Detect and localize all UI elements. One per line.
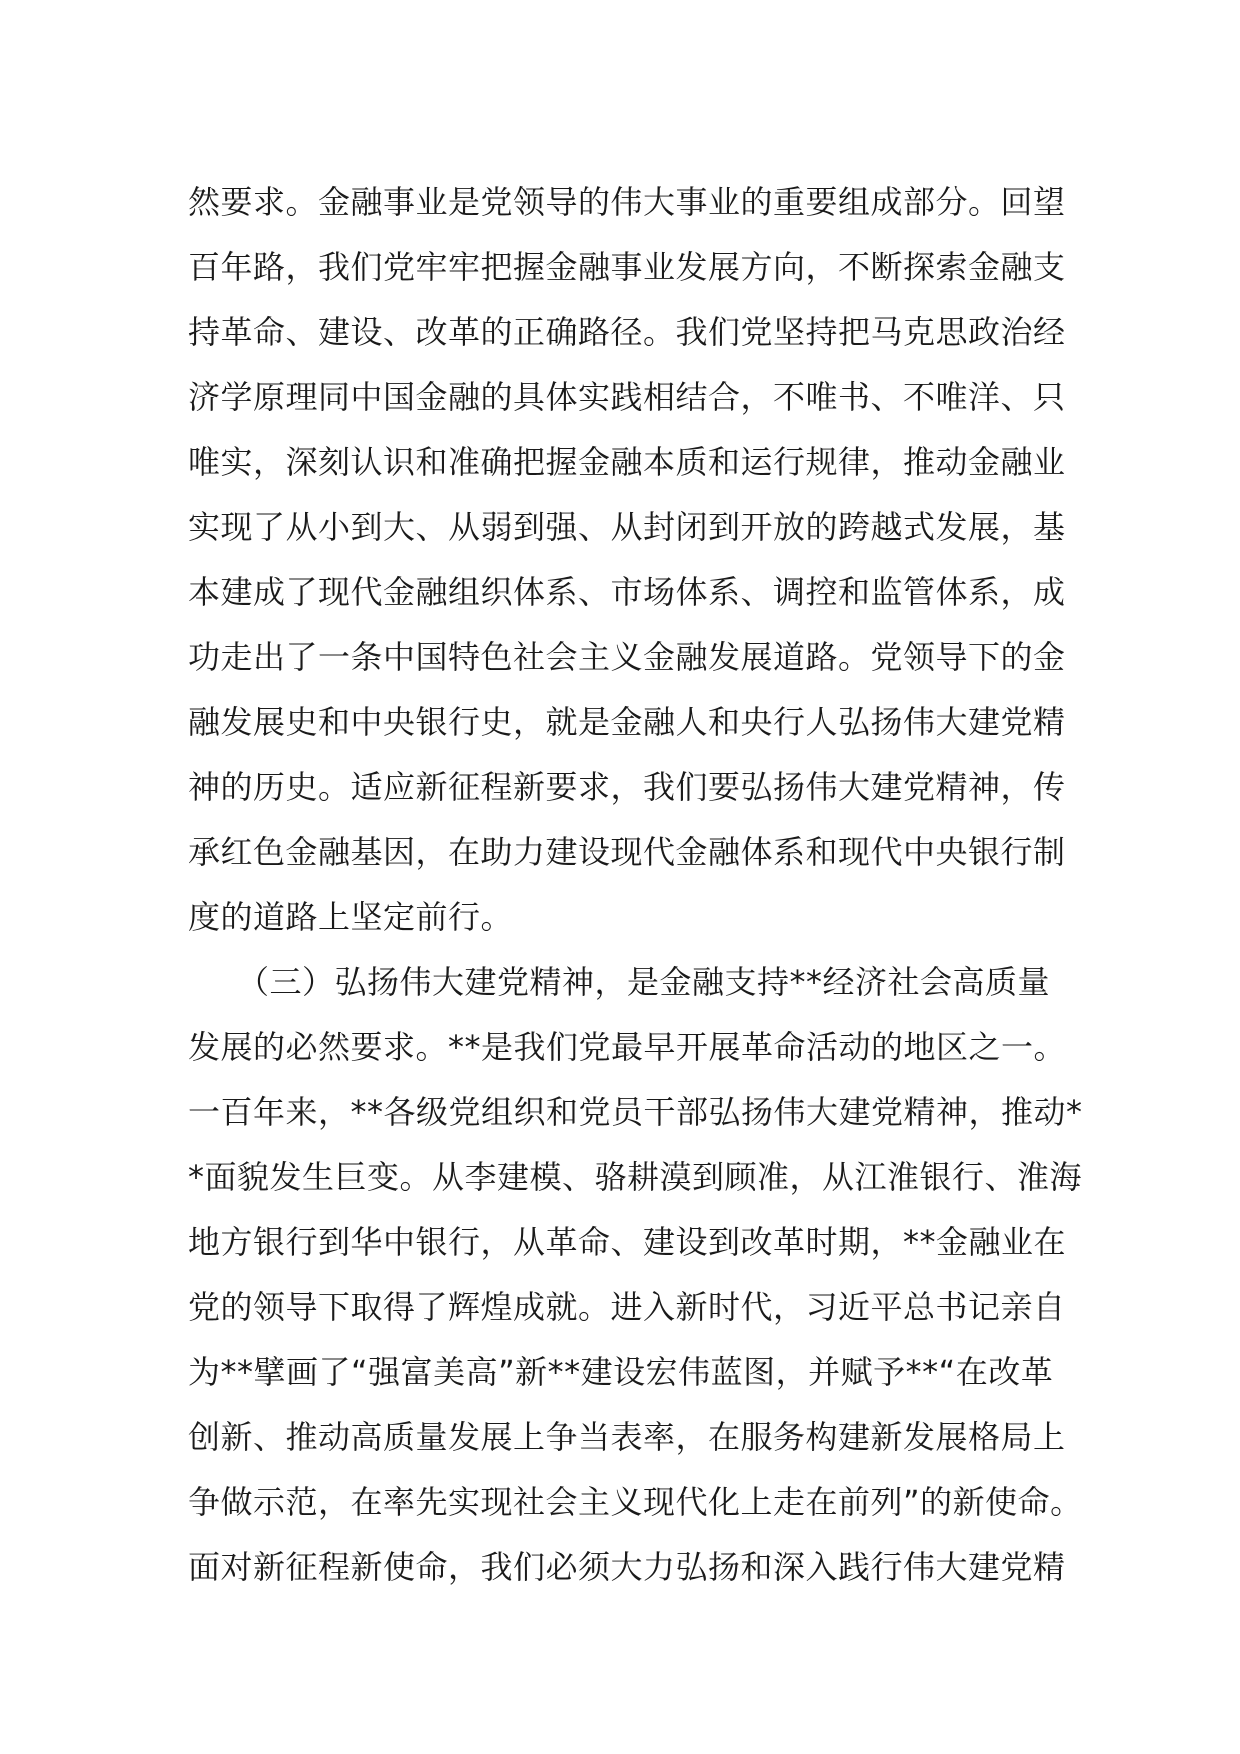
text-line: 度的道路上坚定前行。 — [188, 898, 514, 936]
body-text — [188, 170, 1083, 1600]
text-line: 争做示范，在率先实现社会主义现代化上走在前列”的新使命。 — [188, 1483, 1083, 1521]
text-line: 创新、推动高质量发展上争当表率，在服务构建新发展格局上 — [188, 1418, 1066, 1456]
text-line: 党的领导下取得了辉煌成就。进入新时代，习近平总书记亲自 — [188, 1288, 1066, 1326]
text-line: 功走出了一条中国特色社会主义金融发展道路。党领导下的金 — [188, 638, 1066, 676]
text-line: 百年路，我们党牢牢把握金融事业发展方向，不断探索金融支 — [188, 248, 1066, 286]
text-line: 唯实，深刻认识和准确把握金融本质和运行规律，推动金融业 — [188, 443, 1066, 481]
text-line: 济学原理同中国金融的具体实践相结合，不唯书、不唯洋、只 — [188, 378, 1066, 416]
text-line: *面貌发生巨变。从李建模、骆耕漠到顾准，从江淮银行、淮海 — [188, 1158, 1083, 1196]
text-line: 本建成了现代金融组织体系、市场体系、调控和监管体系，成 — [188, 573, 1066, 611]
text-line: 承红色金融基因，在助力建设现代金融体系和现代中央银行制 — [188, 833, 1066, 871]
text-line: 融发展史和中央银行史，就是金融人和央行人弘扬伟大建党精 — [188, 703, 1066, 741]
text-line: 为**擘画了“强富美高”新**建设宏伟蓝图，并赋予**“在改革 — [188, 1353, 1054, 1391]
text-line: 神的历史。适应新征程新要求，我们要弘扬伟大建党精神，传 — [188, 768, 1066, 806]
text-line: 发展的必然要求。**是我们党最早开展革命活动的地区之一。 — [188, 1028, 1067, 1066]
text-line: 然要求。金融事业是党领导的伟大事业的重要组成部分。回望 — [188, 183, 1066, 221]
text-line: 持革命、建设、改革的正确路径。我们党坚持把马克思政治经 — [188, 313, 1066, 351]
text-line: 一百年来，**各级党组织和党员干部弘扬伟大建党精神，推动* — [188, 1093, 1083, 1131]
text-line: 地方银行到华中银行，从革命、建设到改革时期，**金融业在 — [188, 1223, 1067, 1261]
text-line: 实现了从小到大、从弱到强、从封闭到开放的跨越式发展，基 — [188, 508, 1066, 546]
section-heading-line: （三）弘扬伟大建党精神，是金融支持**经济社会高质量 — [188, 963, 1051, 1001]
text-line: 面对新征程新使命，我们必须大力弘扬和深入践行伟大建党精 — [188, 1548, 1066, 1586]
